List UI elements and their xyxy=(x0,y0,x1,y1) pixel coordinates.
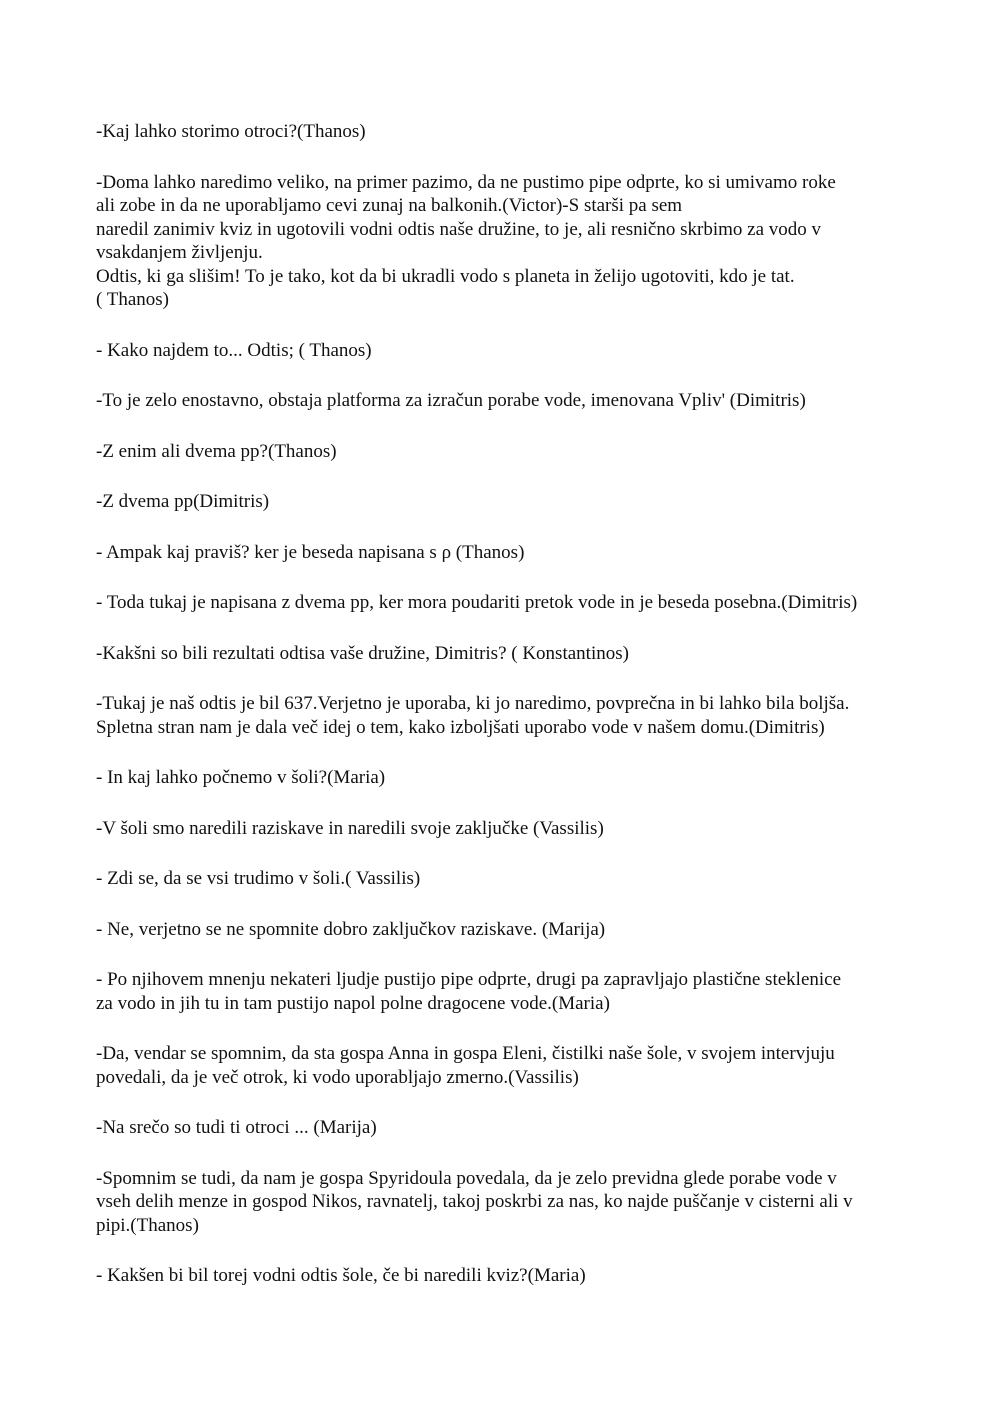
paragraph xyxy=(96,642,916,666)
text-line: - Kakšen bi bil torej vodni odtis šole, če bi naredili kviz?(Maria) xyxy=(96,1265,586,1286)
text-line: Odtis, ki ga slišim! To je tako, kot da bi ukradli vodo s planeta in želijo ugotoviti, kdo je tat. xyxy=(96,265,795,287)
text-line: - Toda tukaj je napisana z dvema pp, ker mora poudariti pretok vode in je beseda posebna.(Dimitris) xyxy=(96,592,858,613)
paragraph xyxy=(96,339,916,363)
text-line: vseh delih menze in gospod Nikos, ravnatelj, takoj poskrbi za nas, ko najde puščanje v cisterni ali v xyxy=(96,1191,853,1212)
paragraph xyxy=(96,1042,916,1089)
text-line: -V šoli smo naredili raziskave in naredili svoje zaključke (Vassilis) xyxy=(96,817,604,839)
text-line: -Tukaj je naš odtis je bil 637.Verjetno je uporaba, ki jo naredimo, povprečna in bi lahko bila boljša. xyxy=(96,693,850,714)
text-line: pipi.(Thanos) xyxy=(96,1214,199,1236)
paragraph xyxy=(96,171,916,312)
text-line: -Na srečo so tudi ti otroci ... (Marija) xyxy=(96,1117,377,1138)
text-line: -Z dvema pp(Dimitris) xyxy=(96,491,270,512)
text-line: ali zobe in da ne uporabljamo cevi zunaj na balkonih.(Victor)-S starši pa sem xyxy=(96,195,683,216)
paragraph xyxy=(96,490,916,514)
text-line: - Zdi se, da se vsi trudimo v šoli.( Vassilis) xyxy=(96,868,421,889)
paragraph xyxy=(96,692,916,739)
text-line: naredil zanimiv kviz in ugotovili vodni odtis naše družine, to je, ali resnično skrbimo za vodo v xyxy=(96,218,822,240)
text-line: -Doma lahko naredimo veliko, na primer pazimo, da ne pustimo pipe odprte, ko si umivamo roke xyxy=(96,171,836,193)
text-line: - Ne, verjetno se ne spomnite dobro zaključkov raziskave. (Marija) xyxy=(96,918,606,940)
text-line: vsakdanjem življenju. xyxy=(96,242,263,263)
paragraph xyxy=(96,1116,916,1140)
text-line: - Ampak kaj praviš? ker je beseda napisana s ρ (Thanos) xyxy=(96,541,525,563)
paragraph xyxy=(96,591,916,615)
paragraph xyxy=(96,968,916,1015)
text-line: -Da, vendar se spomnim, da sta gospa Anna in gospa Eleni, čistilki naše šole, v svojem intervjuju xyxy=(96,1043,835,1064)
text-line: -Kaj lahko storimo otroci?(Thanos) xyxy=(96,121,366,142)
document-body xyxy=(96,120,916,1315)
paragraph xyxy=(96,1167,916,1238)
text-line: - Kako najdem to... Odtis; ( Thanos) xyxy=(96,339,372,361)
paragraph xyxy=(96,120,916,144)
text-line: - In kaj lahko počnemo v šoli?(Maria) xyxy=(96,767,386,788)
paragraph xyxy=(96,389,916,413)
text-line: ( Thanos) xyxy=(96,289,169,310)
text-line: Spletna stran nam je dala več idej o tem, kako izboljšati uporabo vode v našem domu.(Dimitris) xyxy=(96,716,825,738)
paragraph xyxy=(96,817,916,841)
text-line: -To je zelo enostavno, obstaja platforma za izračun porabe vode, imenovana Vpliv' (Dimitris) xyxy=(96,390,806,411)
text-line: -Kakšni so bili rezultati odtisa vaše družine, Dimitris? ( Konstantinos) xyxy=(96,642,629,664)
text-line: -Z enim ali dvema pp?(Thanos) xyxy=(96,440,337,462)
paragraph xyxy=(96,440,916,464)
paragraph xyxy=(96,1264,916,1288)
paragraph xyxy=(96,766,916,790)
text-line: za vodo in jih tu in tam pustijo napol polne dragocene vode.(Maria) xyxy=(96,992,610,1014)
paragraph xyxy=(96,867,916,891)
paragraph xyxy=(96,541,916,565)
paragraph xyxy=(96,918,916,942)
text-line: -Spomnim se tudi, da nam je gospa Spyridoula povedala, da je zelo previdna glede porabe vode v xyxy=(96,1167,837,1189)
text-line: - Po njihovem mnenju nekateri ljudje pustijo pipe odprte, drugi pa zapravljajo plastične steklenice xyxy=(96,969,842,990)
text-line: povedali, da je več otrok, ki vodo uporabljajo zmerno.(Vassilis) xyxy=(96,1066,579,1088)
